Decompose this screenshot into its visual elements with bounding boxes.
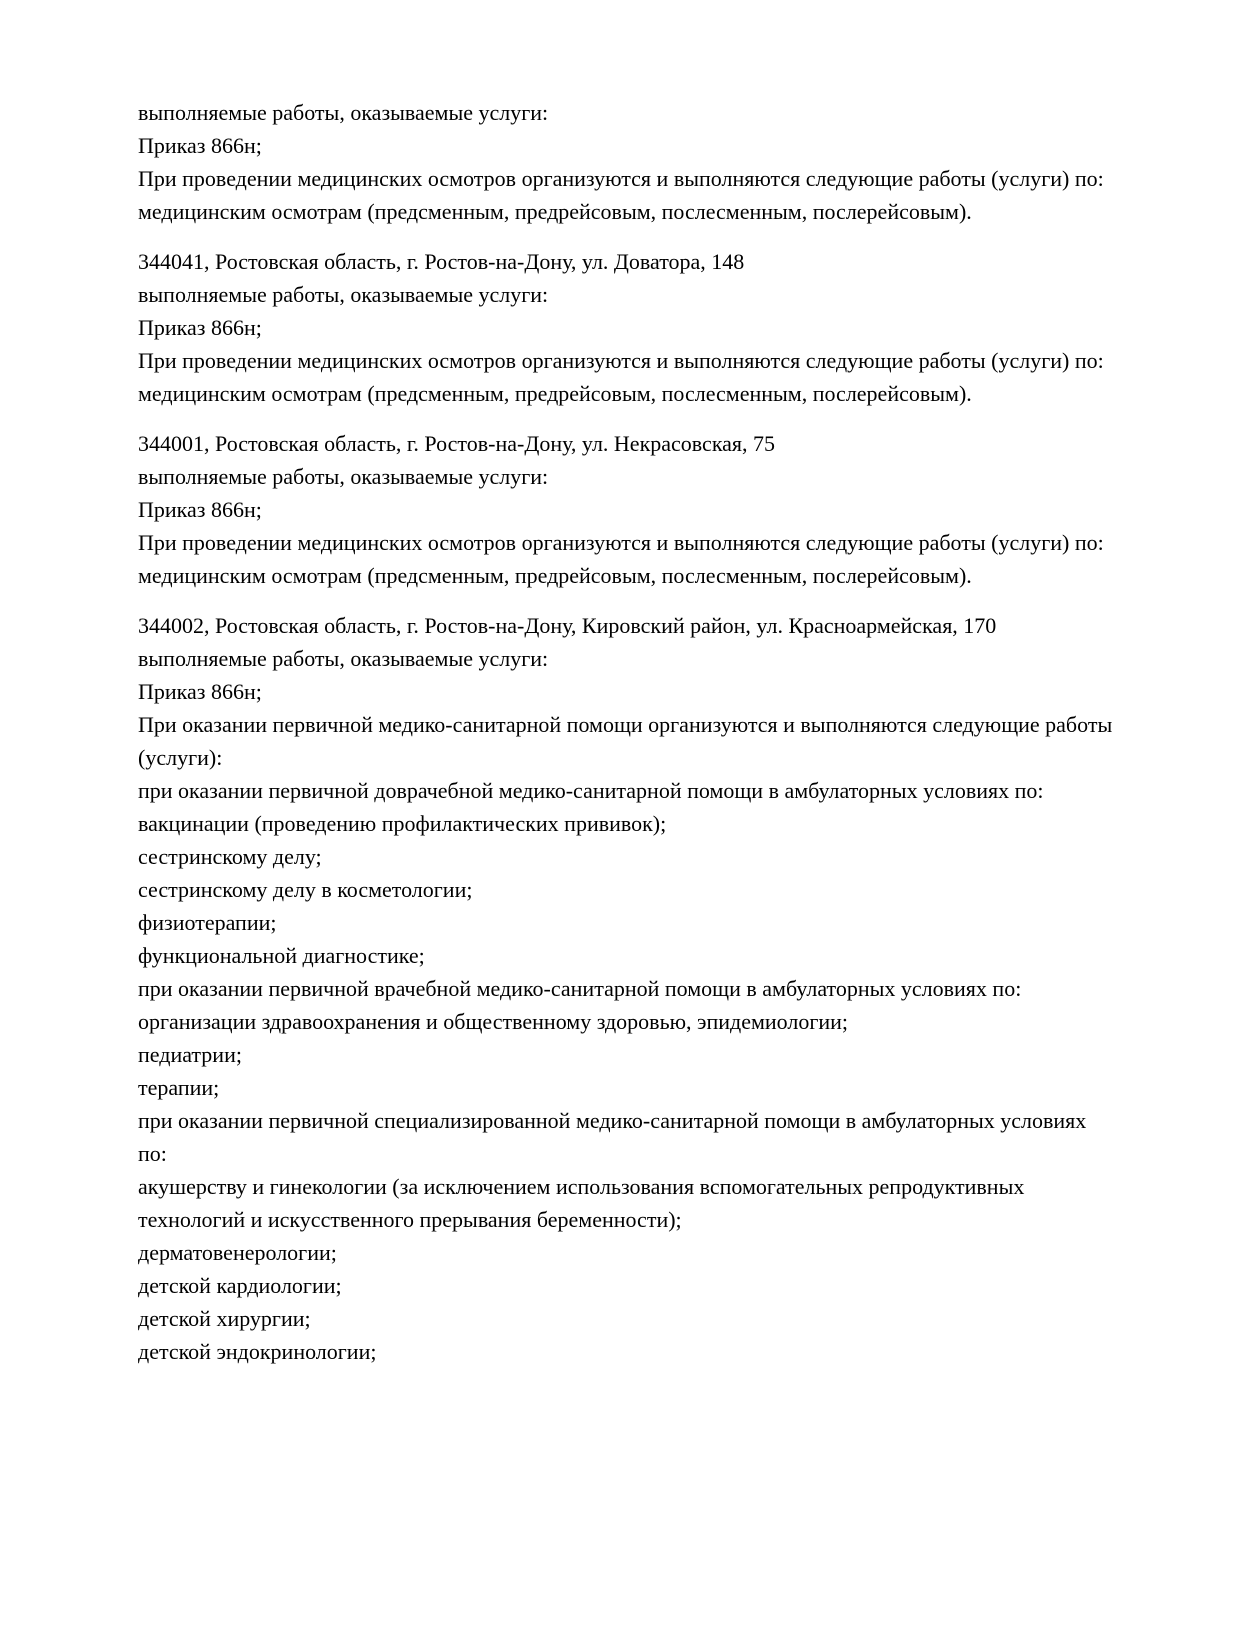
- address-line: 344002, Ростовская область, г. Ростов-на-Дону, Кировский район, ул. Красноармейская, 170: [138, 613, 997, 638]
- service-item-line: функциональной диагностике;: [138, 943, 425, 968]
- text-line: Приказ 866н;: [138, 315, 262, 340]
- service-item-line: педиатрии;: [138, 1042, 242, 1067]
- text-line: при оказании первичной врачебной медико-санитарной помощи в амбулаторных условиях по:: [138, 976, 1022, 1001]
- text-line: При проведении медицинских осмотров организуются и выполняются следующие работы (услуги) по:: [138, 530, 1104, 555]
- service-item-line: детской эндокринологии;: [138, 1339, 377, 1364]
- service-item-line: организации здравоохранения и общественному здоровью, эпидемиологии;: [138, 1009, 849, 1034]
- service-item-line: детской кардиологии;: [138, 1273, 342, 1298]
- service-item-line: физиотерапии;: [138, 910, 277, 935]
- text-line: выполняемые работы, оказываемые услуги:: [138, 646, 549, 671]
- service-item-line: дерматовенерологии;: [138, 1240, 337, 1265]
- text-line: выполняемые работы, оказываемые услуги:: [138, 464, 549, 489]
- text-line: При оказании первичной медико-санитарной помощи организуются и выполняются следующие работы (услуги):: [138, 712, 1113, 770]
- license-address-block-dovatora: [138, 245, 1118, 410]
- text-line: при оказании первичной специализированной медико-санитарной помощи в амбулаторных условиях по:: [138, 1108, 1087, 1166]
- text-line: медицинским осмотрам (предсменным, предрейсовым, послесменным, послерейсовым).: [138, 381, 972, 406]
- address-line: 344001, Ростовская область, г. Ростов-на-Дону, ул. Некрасовская, 75: [138, 431, 776, 456]
- text-line: медицинским осмотрам (предсменным, предрейсовым, послесменным, послерейсовым).: [138, 563, 972, 588]
- service-item-line: сестринскому делу;: [138, 844, 322, 869]
- text-line: выполняемые работы, оказываемые услуги:: [138, 282, 549, 307]
- license-address-block-nekrasovskaya: [138, 427, 1118, 592]
- service-item-line: терапии;: [138, 1075, 220, 1100]
- text-line: при оказании первичной доврачебной медико-санитарной помощи в амбулаторных условиях по:: [138, 778, 1044, 803]
- service-item-line: сестринскому делу в косметологии;: [138, 877, 473, 902]
- text-line: При проведении медицинских осмотров организуются и выполняются следующие работы (услуги) по:: [138, 166, 1104, 191]
- service-item-line: акушерству и гинекологии (за исключением использования вспомогательных репродуктивных технологий и искусственного прерывания беременности);: [138, 1174, 1025, 1232]
- license-address-block-krasnoarmeyskaya: [138, 609, 1118, 1368]
- text-line: При проведении медицинских осмотров организуются и выполняются следующие работы (услуги) по:: [138, 348, 1104, 373]
- license-works-block-1: [138, 96, 1118, 228]
- service-item-line: детской хирургии;: [138, 1306, 311, 1331]
- text-line: Приказ 866н;: [138, 497, 262, 522]
- service-item-line: вакцинации (проведению профилактических прививок);: [138, 811, 667, 836]
- text-line: Приказ 866н;: [138, 133, 262, 158]
- address-line: 344041, Ростовская область, г. Ростов-на-Дону, ул. Доватора, 148: [138, 249, 745, 274]
- text-line: Приказ 866н;: [138, 679, 262, 704]
- text-line: выполняемые работы, оказываемые услуги:: [138, 100, 549, 125]
- text-line: медицинским осмотрам (предсменным, предрейсовым, послесменным, послерейсовым).: [138, 199, 972, 224]
- document-text-content: [138, 96, 1118, 1368]
